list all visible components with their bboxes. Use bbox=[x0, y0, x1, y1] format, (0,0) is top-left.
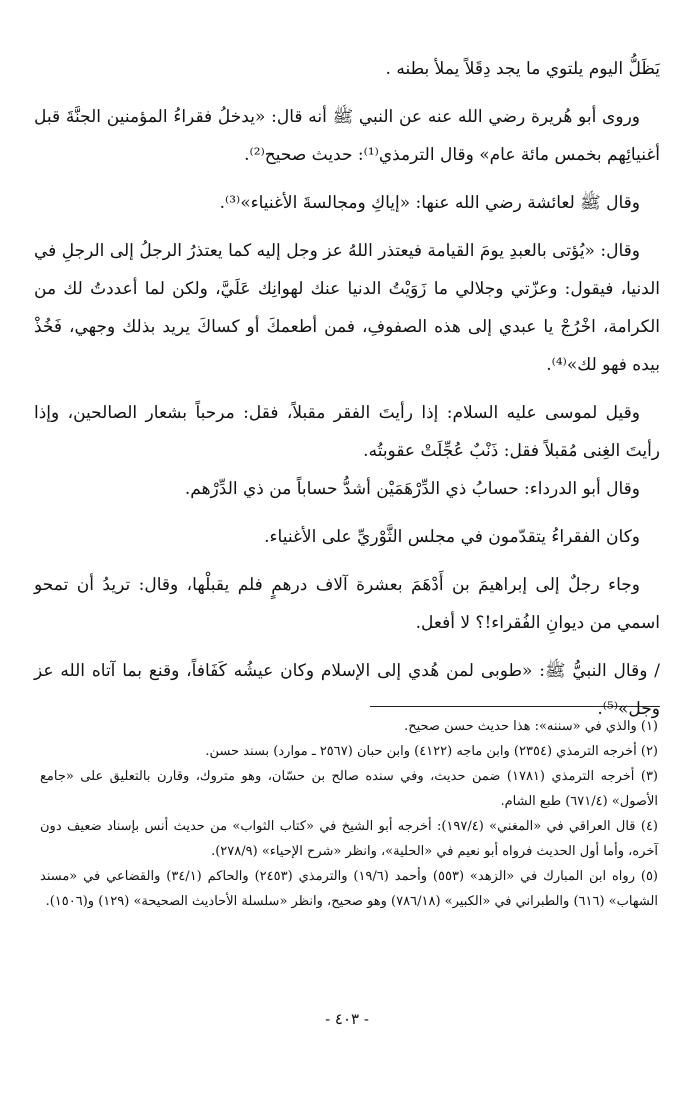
footnotes bbox=[40, 714, 658, 914]
footnote-3: (٣) أخرجه الترمذي (١٧٨١) ضمن حديث، وفي سنده صالح بن حسّان، وهو متروك، وقارن بالتعليق على «جامع الأصول» (٦٧١/٤) طبع الشام. bbox=[40, 769, 658, 809]
paragraph-3: وقال ﷺ لعائشة رضي الله عنها: «إياكِ ومجالسةَ الأغنياء»⁽³⁾. bbox=[219, 193, 640, 213]
paragraph-6: وقال أبو الدرداء: حسابُ ذي الدِّرْهَمَيْن أشدُّ حساباً من ذي الدِّرْهم. bbox=[184, 479, 640, 499]
footnote-2: (٢) أخرجه الترمذي (٢٣٥٤) وابن ماجه (٤١٢٢) وابن حبان (٢٥٦٧ ـ موارد) بسند حسن. bbox=[205, 744, 658, 759]
paragraph-4: وقال: «يُؤتى بالعبدِ يومَ القيامة فيعتذر اللهُ عز وجل إليه كما يعتذرُ الرجلُ إلى الرجلِ في الدنيا، فيقول: وعزّتي وجلالي ما زَوَيْتُ الدنيا عنك لهوانِك عَلَيَّ، ولكن لما أعددتُ لك من الكرامة، اخْرُجْ يا عبدي إلى هذه الصفوفِ، فمن أطعمكَ أو كساكَ يريد بذلك وجهي، فَخُذْ بيده فهو لك»⁽⁴⁾. bbox=[34, 241, 660, 375]
footnote-1: (١) والذي في «سننه»: هذا حديث حسن صحيح. bbox=[404, 719, 658, 734]
paragraph-9: / وقال النبيُّ ﷺ: «طوبى لمن هُدي إلى الإسلام وكان عيشُه كَفَافاً، وقنع بما آتاه الله عز وجل»⁽⁵⁾. bbox=[34, 661, 660, 719]
footnote-4: (٤) قال العراقي في «المغني» (١٩٧/٤): أخرجه أبو الشيخ في «كتاب الثواب» من حديث أنس بإسناد ضعيف دون آخره، وأما أول الحديث فرواه أبو نعيم في «الحلية»، وانظر «شرح الإحياء» (٢٧٨/٩). bbox=[40, 819, 658, 859]
footnote-5: (٥) رواه ابن المبارك في «الزهد» (٥٥٣) وأحمد (١٩/٦) والترمذي (٢٤٥٣) والحاكم (٣٤/١) والقضاعي في «مسند الشهاب» (٦١٦) والطبراني في «الكبير» (٧٨٦/١٨) وهو صحيح، وانظر «سلسلة الأحاديث الصحيحة» (١٢٩) و(١٥٠٦). bbox=[40, 869, 658, 909]
paragraph-8: وجاء رجلٌ إلى إبراهيمَ بن أَدْهَمَ بعشرة آلاف درهمٍ فلم يقبلْها، وقال: تريدُ أن تمحو اسمي من ديوانِ الفُقراء!؟ لا أفعل. bbox=[34, 575, 660, 633]
paragraph-5: وقيل لموسى عليه السلام: إذا رأيتَ الفقر مقبلاً، فقل: مرحباً بشعار الصالحين، وإذا رأيتَ الغِنى مُقبلاً فقل: ذَنْبٌ عُجِّلَتْ عقوبتُه. bbox=[34, 403, 660, 461]
main-text bbox=[34, 50, 660, 728]
page-number: - ٤٠٣ - bbox=[325, 1010, 369, 1028]
paragraph-7: وكان الفقراءُ يتقدّمون في مجلس الثَّوْريِّ على الأغنياء. bbox=[264, 527, 640, 547]
footnote-divider bbox=[370, 706, 660, 707]
paragraph-1: يَظَلُّ اليوم يلتوي ما يجد دِقَلاً يملأ بطنه . bbox=[385, 59, 660, 79]
paragraph-2: وروى أبو هُريرة رضي الله عنه عن النبي ﷺ أنه قال: «يدخلُ فقراءُ المؤمنين الجنَّةَ قبل أغنيائِهم بخمس مائة عام» وقال الترمذي⁽¹⁾: حديث صحيح⁽²⁾. bbox=[34, 107, 660, 165]
